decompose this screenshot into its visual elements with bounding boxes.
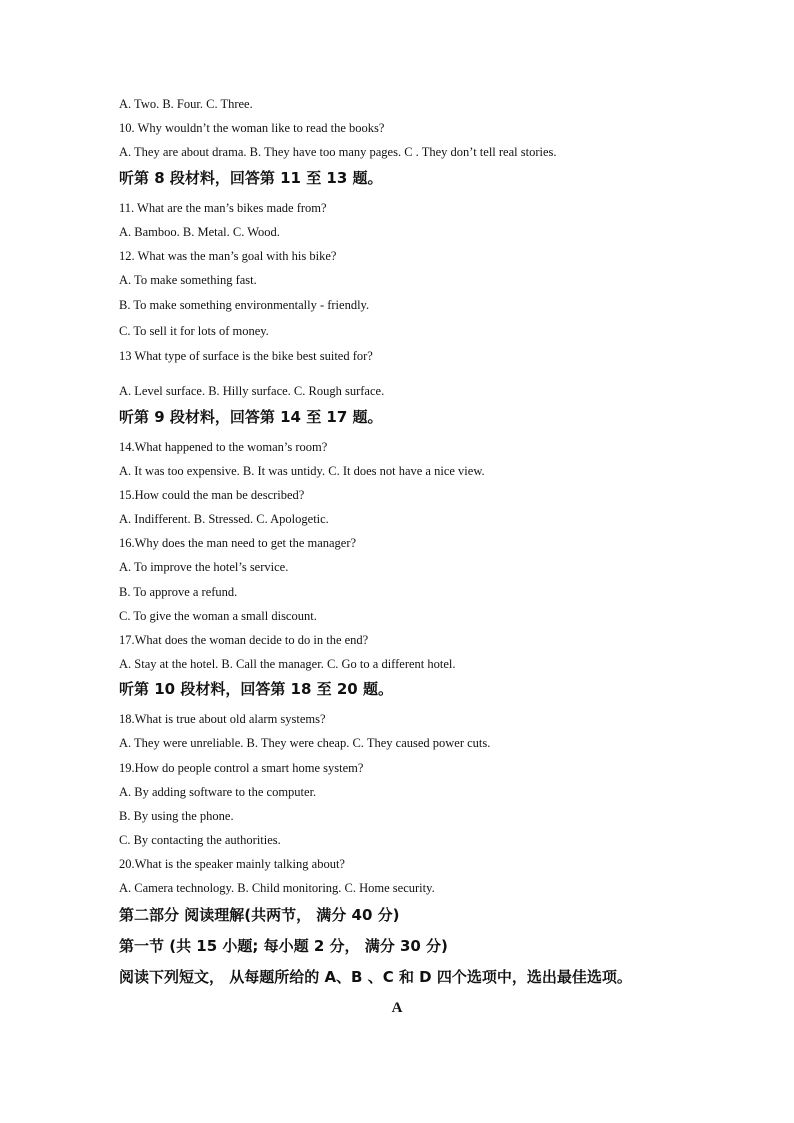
q16-option-b: B. To approve a refund. (119, 585, 238, 599)
q20-options: A. Camera technology. B. Child monitoring. C. Home security. (119, 881, 435, 895)
part-2-heading: 第二部分 阅读理解(共两节， 满分 40 分) (119, 906, 400, 924)
q19-option-a: A. By adding software to the computer. (119, 785, 317, 799)
section-8-heading: 听第 8 段材料，回答第 11 至 13 题。 (119, 169, 383, 187)
section-9-heading: 听第 9 段材料，回答第 14 至 17 题。 (119, 408, 383, 426)
q16-option-a: A. To improve the hotel’s service. (119, 560, 289, 574)
q18-question: 18.What is true about old alarm systems? (119, 712, 326, 726)
q19-option-b: B. By using the phone. (119, 809, 234, 823)
q16-question: 16.Why does the man need to get the manager? (119, 536, 357, 550)
passage-letter: A (391, 1000, 403, 1016)
q20-question: 20.What is the speaker mainly talking about? (119, 857, 345, 871)
q17-options: A. Stay at the hotel. B. Call the manager. C. Go to a different hotel. (119, 657, 456, 671)
q14-question: 14.What happened to the woman’s room? (119, 440, 328, 454)
q12-option-c: C. To sell it for lots of money. (119, 324, 269, 338)
section-10-heading: 听第 10 段材料，回答第 18 至 20 题。 (119, 680, 393, 698)
q10-options: A. They are about drama. B. They have too many pages. C . They don’t tell real stories. (119, 145, 557, 159)
q16-option-c: C. To give the woman a small discount. (119, 609, 317, 623)
q13-question: 13 What type of surface is the bike best suited for? (119, 349, 373, 363)
q13-options: A. Level surface. B. Hilly surface. C. Rough surface. (119, 384, 385, 398)
part-2-instructions: 阅读下列短文， 从每题所给的 A、B 、C 和 D 四个选项中，选出最佳选项。 (119, 968, 632, 986)
q11-question: 11. What are the man’s bikes made from? (119, 201, 327, 215)
q12-option-b: B. To make something environmentally - friendly. (119, 298, 370, 312)
q19-option-c: C. By contacting the authorities. (119, 833, 281, 847)
q15-question: 15.How could the man be described? (119, 488, 305, 502)
q11-options: A. Bamboo. B. Metal. C. Wood. (119, 225, 280, 239)
q10-question: 10. Why wouldn’t the woman like to read the books? (119, 121, 385, 135)
q19-question: 19.How do people control a smart home system? (119, 761, 364, 775)
q18-options: A. They were unreliable. B. They were cheap. C. They caused power cuts. (119, 736, 491, 750)
q12-option-a: A. To make something fast. (119, 273, 257, 287)
part-2-section-1-heading: 第一节 (共 15 小题; 每小题 2 分， 满分 30 分) (119, 937, 448, 955)
q17-question: 17.What does the woman decide to do in the end? (119, 633, 369, 647)
q12-question: 12. What was the man’s goal with his bike? (119, 249, 337, 263)
q15-options: A. Indifferent. B. Stressed. C. Apologetic. (119, 512, 329, 526)
q9-options: A. Two. B. Four. C. Three. (119, 97, 253, 111)
q14-options: A. It was too expensive. B. It was untidy. C. It does not have a nice view. (119, 464, 485, 478)
